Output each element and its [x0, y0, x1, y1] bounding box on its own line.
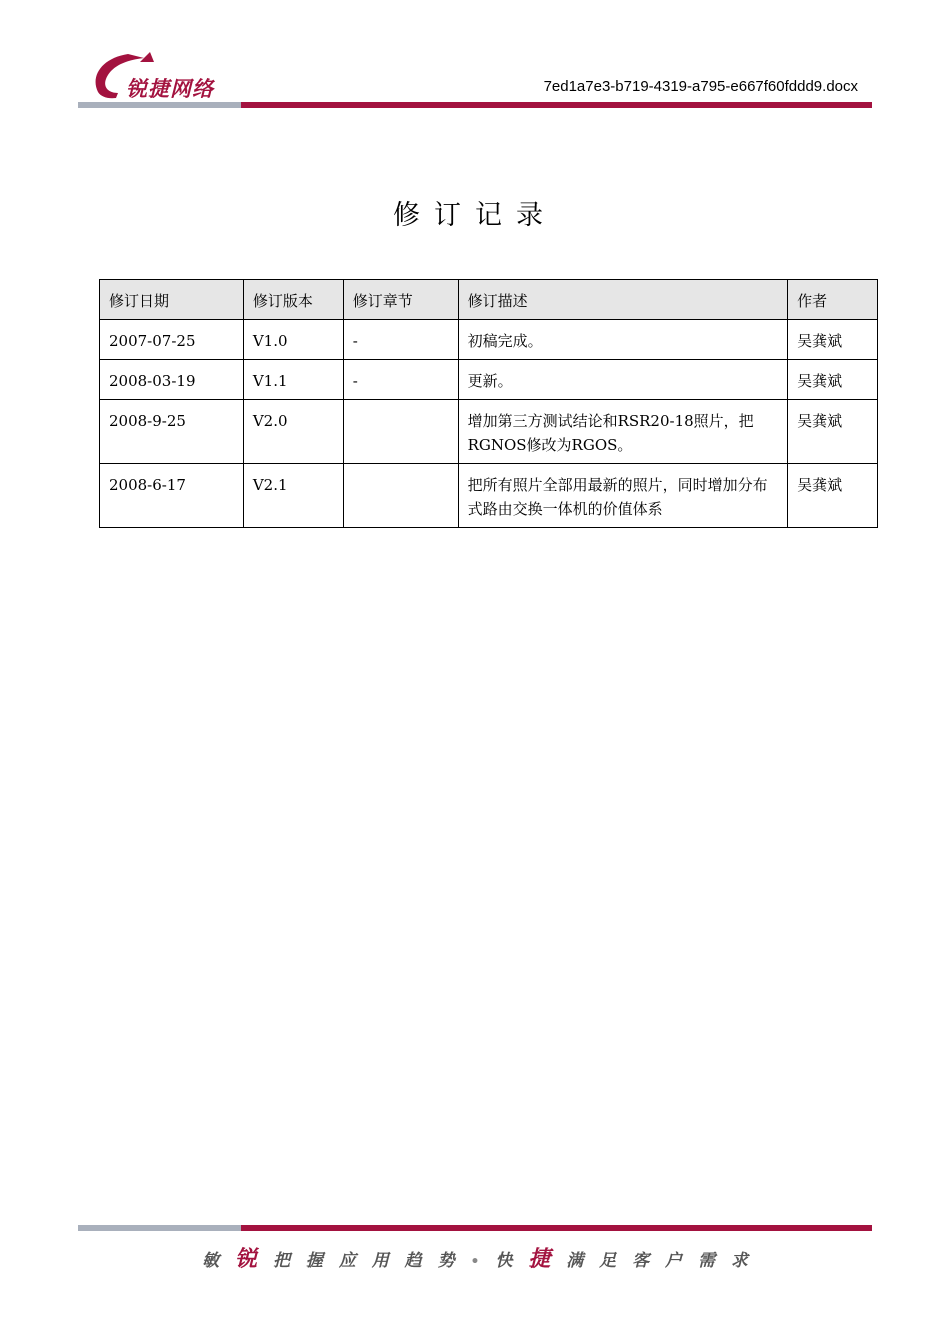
slogan-char: 捷 [528, 1247, 551, 1272]
table-row [100, 320, 878, 360]
slogan-char: 把 [272, 1251, 290, 1271]
cell-author: 吴龚斌 [788, 320, 878, 360]
revision-table [99, 279, 878, 528]
document-filename: 7ed1a7e3-b719-4319-a795-e667f60fddd9.docx [543, 78, 858, 95]
cell-description: 增加第三方测试结论和RSR20-18照片，把RGNOS修改为RGOS。 [458, 400, 788, 464]
slogan-char: 敏 [202, 1251, 220, 1271]
column-header-author: 作者 [788, 280, 878, 320]
column-header-version: 修订版本 [243, 280, 343, 320]
cell-date: 2007-07-25 [100, 320, 244, 360]
table-row [100, 464, 878, 528]
slogan-char: 应 [338, 1251, 356, 1271]
cell-section [343, 464, 458, 528]
column-header-section: 修订章节 [343, 280, 458, 320]
table-header-row [100, 280, 878, 320]
slogan-char: 握 [305, 1251, 323, 1271]
slogan-char: 需 [697, 1251, 715, 1271]
cell-date: 2008-6-17 [100, 464, 244, 528]
slogan-char: 户 [665, 1251, 683, 1271]
footer-rule [78, 1225, 872, 1231]
slogan-char: 用 [371, 1251, 389, 1271]
company-logo [88, 46, 248, 104]
slogan-char: 锐 [235, 1247, 258, 1272]
cell-description: 更新。 [458, 360, 788, 400]
logo-text: 锐捷网络 [126, 77, 214, 101]
cell-date: 2008-03-19 [100, 360, 244, 400]
cell-section: - [343, 360, 458, 400]
column-header-date: 修订日期 [100, 280, 244, 320]
page-title: 修订记录 [393, 200, 557, 231]
cell-version: V2.0 [243, 400, 343, 464]
cell-description: 把所有照片全部用最新的照片，同时增加分布式路由交换一体机的价值体系 [458, 464, 788, 528]
slogan-char: 趋 [404, 1251, 422, 1271]
slogan-char: 求 [730, 1251, 748, 1271]
slogan-char: 快 [495, 1251, 513, 1271]
header-rule [78, 102, 872, 108]
cell-author: 吴龚斌 [788, 360, 878, 400]
cell-section: - [343, 320, 458, 360]
footer-slogan [0, 1242, 950, 1273]
cell-description: 初稿完成。 [458, 320, 788, 360]
cell-date: 2008-9-25 [100, 400, 244, 464]
slogan-separator: • [470, 1254, 480, 1270]
slogan-char: 客 [632, 1251, 650, 1271]
cell-version: V2.1 [243, 464, 343, 528]
slogan-char: 满 [566, 1251, 584, 1271]
cell-section [343, 400, 458, 464]
cell-version: V1.1 [243, 360, 343, 400]
table-row [100, 400, 878, 464]
slogan-char: 足 [599, 1251, 617, 1271]
cell-author: 吴龚斌 [788, 464, 878, 528]
cell-version: V1.0 [243, 320, 343, 360]
slogan-char: 势 [437, 1251, 455, 1271]
cell-author: 吴龚斌 [788, 400, 878, 464]
column-header-description: 修订描述 [458, 280, 788, 320]
table-row [100, 360, 878, 400]
